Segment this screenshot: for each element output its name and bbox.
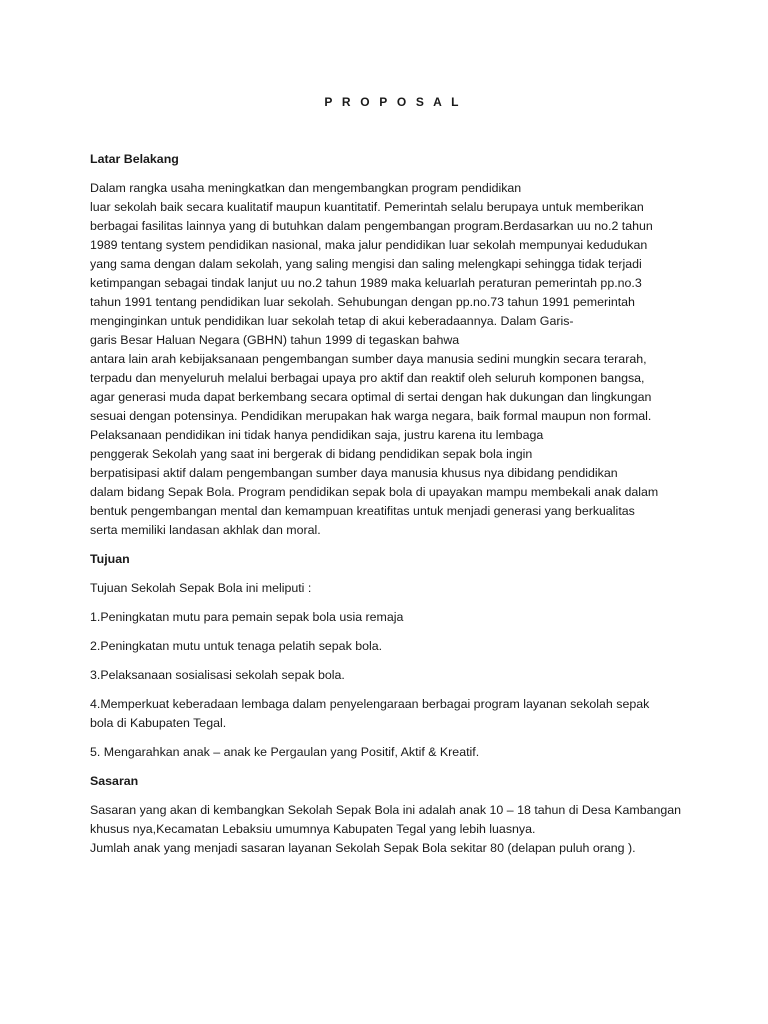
latar-belakang-paragraph bbox=[90, 179, 690, 540]
paragraph-line: ketimpangan sebagai tindak lanjut uu no.2 tahun 1989 maka keluarlah peraturan pemerintah pp.no.3 bbox=[90, 276, 642, 290]
section-heading-latar-belakang: Latar Belakang bbox=[90, 152, 179, 166]
paragraph-line: agar generasi muda dapat berkembang secara optimal di sertai dengan hak dukungan dan lingkungan bbox=[90, 390, 652, 404]
tujuan-list-item bbox=[90, 637, 690, 656]
document-title: P R O P O S A L bbox=[324, 95, 462, 109]
paragraph-line: terpadu dan menyeluruh melalui berbagai upaya pro aktif dan reaktif oleh seluruh komponen bangsa, bbox=[90, 371, 645, 385]
paragraph-line: Pelaksanaan pendidikan ini tidak hanya pendidikan saja, justru karena itu lembaga bbox=[90, 428, 544, 442]
list-item-line: 3.Pelaksanaan sosialisasi sekolah sepak bola. bbox=[90, 668, 345, 682]
paragraph-line: khusus nya,Kecamatan Lebaksiu umumnya Kabupaten Tegal yang lebih luasnya. bbox=[90, 822, 536, 836]
paragraph-line: Sasaran yang akan di kembangkan Sekolah Sepak Bola ini adalah anak 10 – 18 tahun di Desa Kambangan bbox=[90, 803, 682, 817]
section-heading-tujuan: Tujuan bbox=[90, 552, 130, 566]
paragraph-line: antara lain arah kebijaksanaan pengembangan sumber daya manusia sedini mungkin secara terarah, bbox=[90, 352, 647, 366]
paragraph-line: Jumlah anak yang menjadi sasaran layanan Sekolah Sepak Bola sekitar 80 (delapan puluh orang ). bbox=[90, 841, 636, 855]
paragraph-line: luar sekolah baik secara kualitatif maupun kuantitatif. Pemerintah selalu berupaya untuk memberikan bbox=[90, 200, 644, 214]
paragraph-line: dalam bidang Sepak Bola. Program pendidikan sepak bola di upayakan mampu membekali anak dalam bbox=[90, 485, 659, 499]
list-item-line: 5. Mengarahkan anak – anak ke Pergaulan yang Positif, Aktif & Kreatif. bbox=[90, 745, 480, 759]
paragraph-line: sesuai dengan potensinya. Pendidikan merupakan hak warga negara, baik formal maupun non formal. bbox=[90, 409, 652, 423]
paragraph-line: tahun 1991 tentang pendidikan luar sekolah. Sehubungan dengan pp.no.73 tahun 1991 pemerintah bbox=[90, 295, 635, 309]
paragraph-line: berpatisipasi aktif dalam pengembangan sumber daya manusia khusus nya dibidang pendidikan bbox=[90, 466, 618, 480]
paragraph-line: 1989 tentang system pendidikan nasional, maka jalur pendidikan luar sekolah mempunyai kedudukan bbox=[90, 238, 648, 252]
list-item-line: 4.Memperkuat keberadaan lembaga dalam penyelengaraan berbagai program layanan sekolah sepak bbox=[90, 697, 650, 711]
paragraph-line: yang sama dengan dalam sekolah, yang saling mengisi dan saling melengkapi sehingga tidak terjadi bbox=[90, 257, 642, 271]
paragraph-line: serta memiliki landasan akhlak dan moral. bbox=[90, 523, 321, 537]
section-heading-sasaran: Sasaran bbox=[90, 774, 139, 788]
list-item-line: 1.Peningkatan mutu para pemain sepak bola usia remaja bbox=[90, 610, 404, 624]
paragraph-line: menginginkan untuk pendidikan luar sekolah tetap di akui keberadaannya. Dalam Garis- bbox=[90, 314, 574, 328]
sasaran-paragraph bbox=[90, 801, 690, 858]
paragraph-line: berbagai fasilitas lainnya yang di butuhkan dalam pengembangan program.Berdasarkan uu no.2 tahun bbox=[90, 219, 653, 233]
document-body bbox=[90, 93, 690, 868]
paragraph-line: garis Besar Haluan Negara (GBHN) tahun 1999 di tegaskan bahwa bbox=[90, 333, 460, 347]
paragraph-line: Dalam rangka usaha meningkatkan dan mengembangkan program pendidikan bbox=[90, 181, 522, 195]
tujuan-list-item bbox=[90, 666, 690, 685]
tujuan-list-item bbox=[90, 743, 690, 762]
list-item-line: 2.Peningkatan mutu untuk tenaga pelatih sepak bola. bbox=[90, 639, 383, 653]
tujuan-list-item bbox=[90, 695, 690, 733]
list-item-line: bola di Kabupaten Tegal. bbox=[90, 716, 227, 730]
paragraph-line: penggerak Sekolah yang saat ini bergerak di bidang pendidikan sepak bola ingin bbox=[90, 447, 533, 461]
tujuan-list-item bbox=[90, 608, 690, 627]
tujuan-intro: Tujuan Sekolah Sepak Bola ini meliputi : bbox=[90, 581, 312, 595]
paragraph-line: bentuk pengembangan mental dan kemampuan kreatifitas untuk menjadi generasi yang berkualitas bbox=[90, 504, 635, 518]
